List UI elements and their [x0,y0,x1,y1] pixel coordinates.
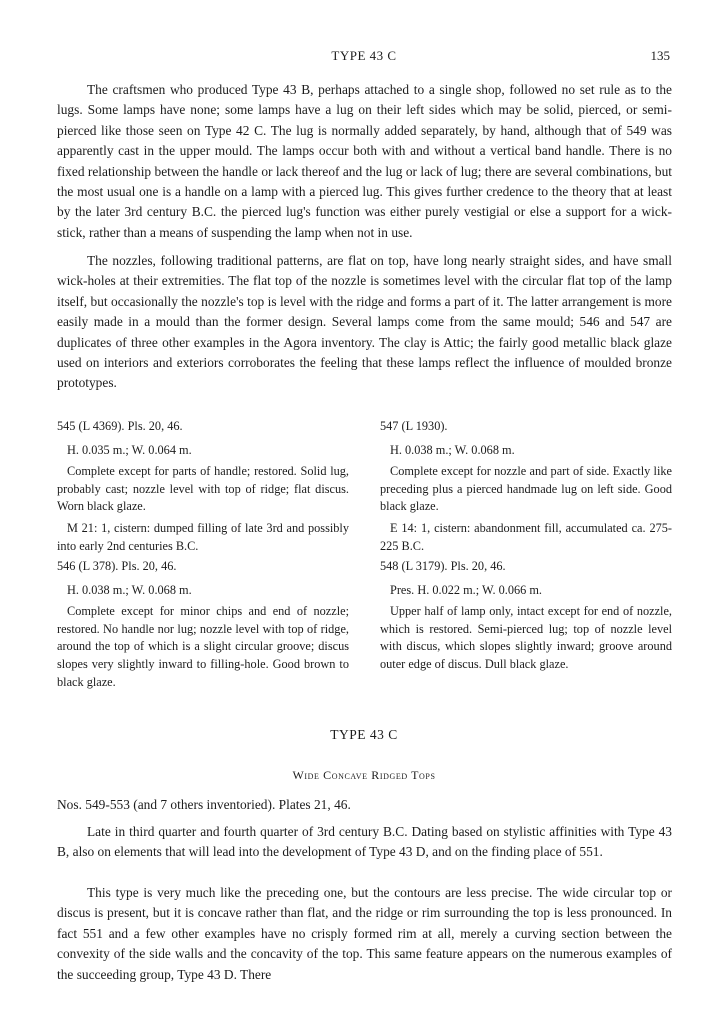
page-number: 135 [650,48,670,63]
catalogue-entry-545 [57,418,349,555]
entry-dimensions: H. 0.035 m.; W. 0.064 m. [67,442,192,457]
section-numbers-line: Nos. 549-553 (and 7 others inventoried). Plates 21, 46. [57,797,351,812]
entry-description: Upper half of lamp only, intact except for end of nozzle, which is restored. Semi-pierced lug; top of nozzle level with discus, which slopes slightly inward; groove around outer edge of discus. Dull black glaze. [380,604,672,671]
section-title: TYPE 43 C [330,727,398,742]
entry-id: 547 (L 1930). [380,419,448,433]
entry-description: Complete except for minor chips and end of nozzle; restored. No handle nor lug; nozzle level with top of ridge, around the top of which is a slight circular groove; discus slopes very slightly inward to filling-hole. Good brown to black glaze. [57,604,349,689]
entry-dimensions: Pres. H. 0.022 m.; W. 0.066 m. [390,582,543,597]
running-title: TYPE 43 C [331,48,397,63]
entry-context: M 21: 1, cistern: dumped filling of late 3rd and possibly into early 2nd centuries B.C. [57,520,349,553]
catalogue-entry-546 [57,558,349,691]
catalogue-entry-547 [380,418,672,555]
running-header [58,48,670,68]
section-paragraph-1: Late in third quarter and fourth quarter of 3rd century B.C. Dating based on stylistic affinities with Type 43 B, also on elements that will lead into the development of Type 43 D, and on the finding place of 551. [57,824,672,860]
intro-paragraph-1: The craftsmen who produced Type 43 B, perhaps attached to a single shop, followed no set rule as to the lugs. Some lamps have none; some lamps have a lug on their left sides which may be solid, pierced, or semi-pierced like those seen on Type 42 C. The lug is normally added separately, by hand, although that of 549 was apparently cast in the upper mould. The lamps occur both with and without a vertical band handle. There is no fixed relationship between the handle or lack thereof and the lug or lack of lug; there are several combinations, but the most usual one is a handle on a lamp with a pierced lug. This gives further credence to the theory that at least by the later 3rd century B.C. the pierced lug's function was either purely vestigial or else a support for a wick-stick, rather than a means of suspending the lamp when not in use. [57,82,672,240]
section-paragraph-2: This type is very much like the preceding one, but the contours are less precise. The wide circular top or discus is present, but it is concave rather than flat, and the ridge or rim surrounding the top is less pronounced. In fact 551 and a few other examples have no crisply formed rim at all, merely a curving section between the convexity of the side walls and the concavity of the top. This same feature appears on the numerous examples of the succeeding group, Type 43 D. There [57,885,672,982]
entry-description: Complete except for parts of handle; restored. Solid lug, probably cast; nozzle level with top of ridge; flat discus. Worn black glaze. [57,464,349,514]
entry-description: Complete except for nozzle and part of side. Exactly like preceding plus a pierced handmade lug on left side. Good black glaze. [380,464,672,514]
section-subtitle: Wide Concave Ridged Tops [292,768,436,782]
entry-dimensions: H. 0.038 m.; W. 0.068 m. [67,582,192,597]
entry-dimensions: H. 0.038 m.; W. 0.068 m. [390,442,515,457]
entry-id: 548 (L 3179). Pls. 20, 46. [380,559,506,573]
intro-paragraph-2: The nozzles, following traditional patterns, are flat on top, have long nearly straight sides, and have small wick-holes at their extremities. The flat top of the nozzle is sometimes level with the circular flat top of the lamp itself, but occasionally the nozzle's top is level with the ridge and forms a part of it. The latter arrangement is more easily made in a mould than the former design. Several lamps come from the same mould; 546 and 547 are duplicates of three other examples in the Agora inventory. The clay is Attic; the fairly good metallic black glaze used on interiors and exteriors corroborates the feeling that these lamps reflect the influence of moulded bronze prototypes. [57,253,672,391]
catalogue-entry-548 [380,558,672,674]
entry-id: 545 (L 4369). Pls. 20, 46. [57,419,183,433]
entry-id: 546 (L 378). Pls. 20, 46. [57,559,177,573]
entry-context: E 14: 1, cistern: abandonment fill, accumulated ca. 275-225 B.C. [380,520,672,553]
